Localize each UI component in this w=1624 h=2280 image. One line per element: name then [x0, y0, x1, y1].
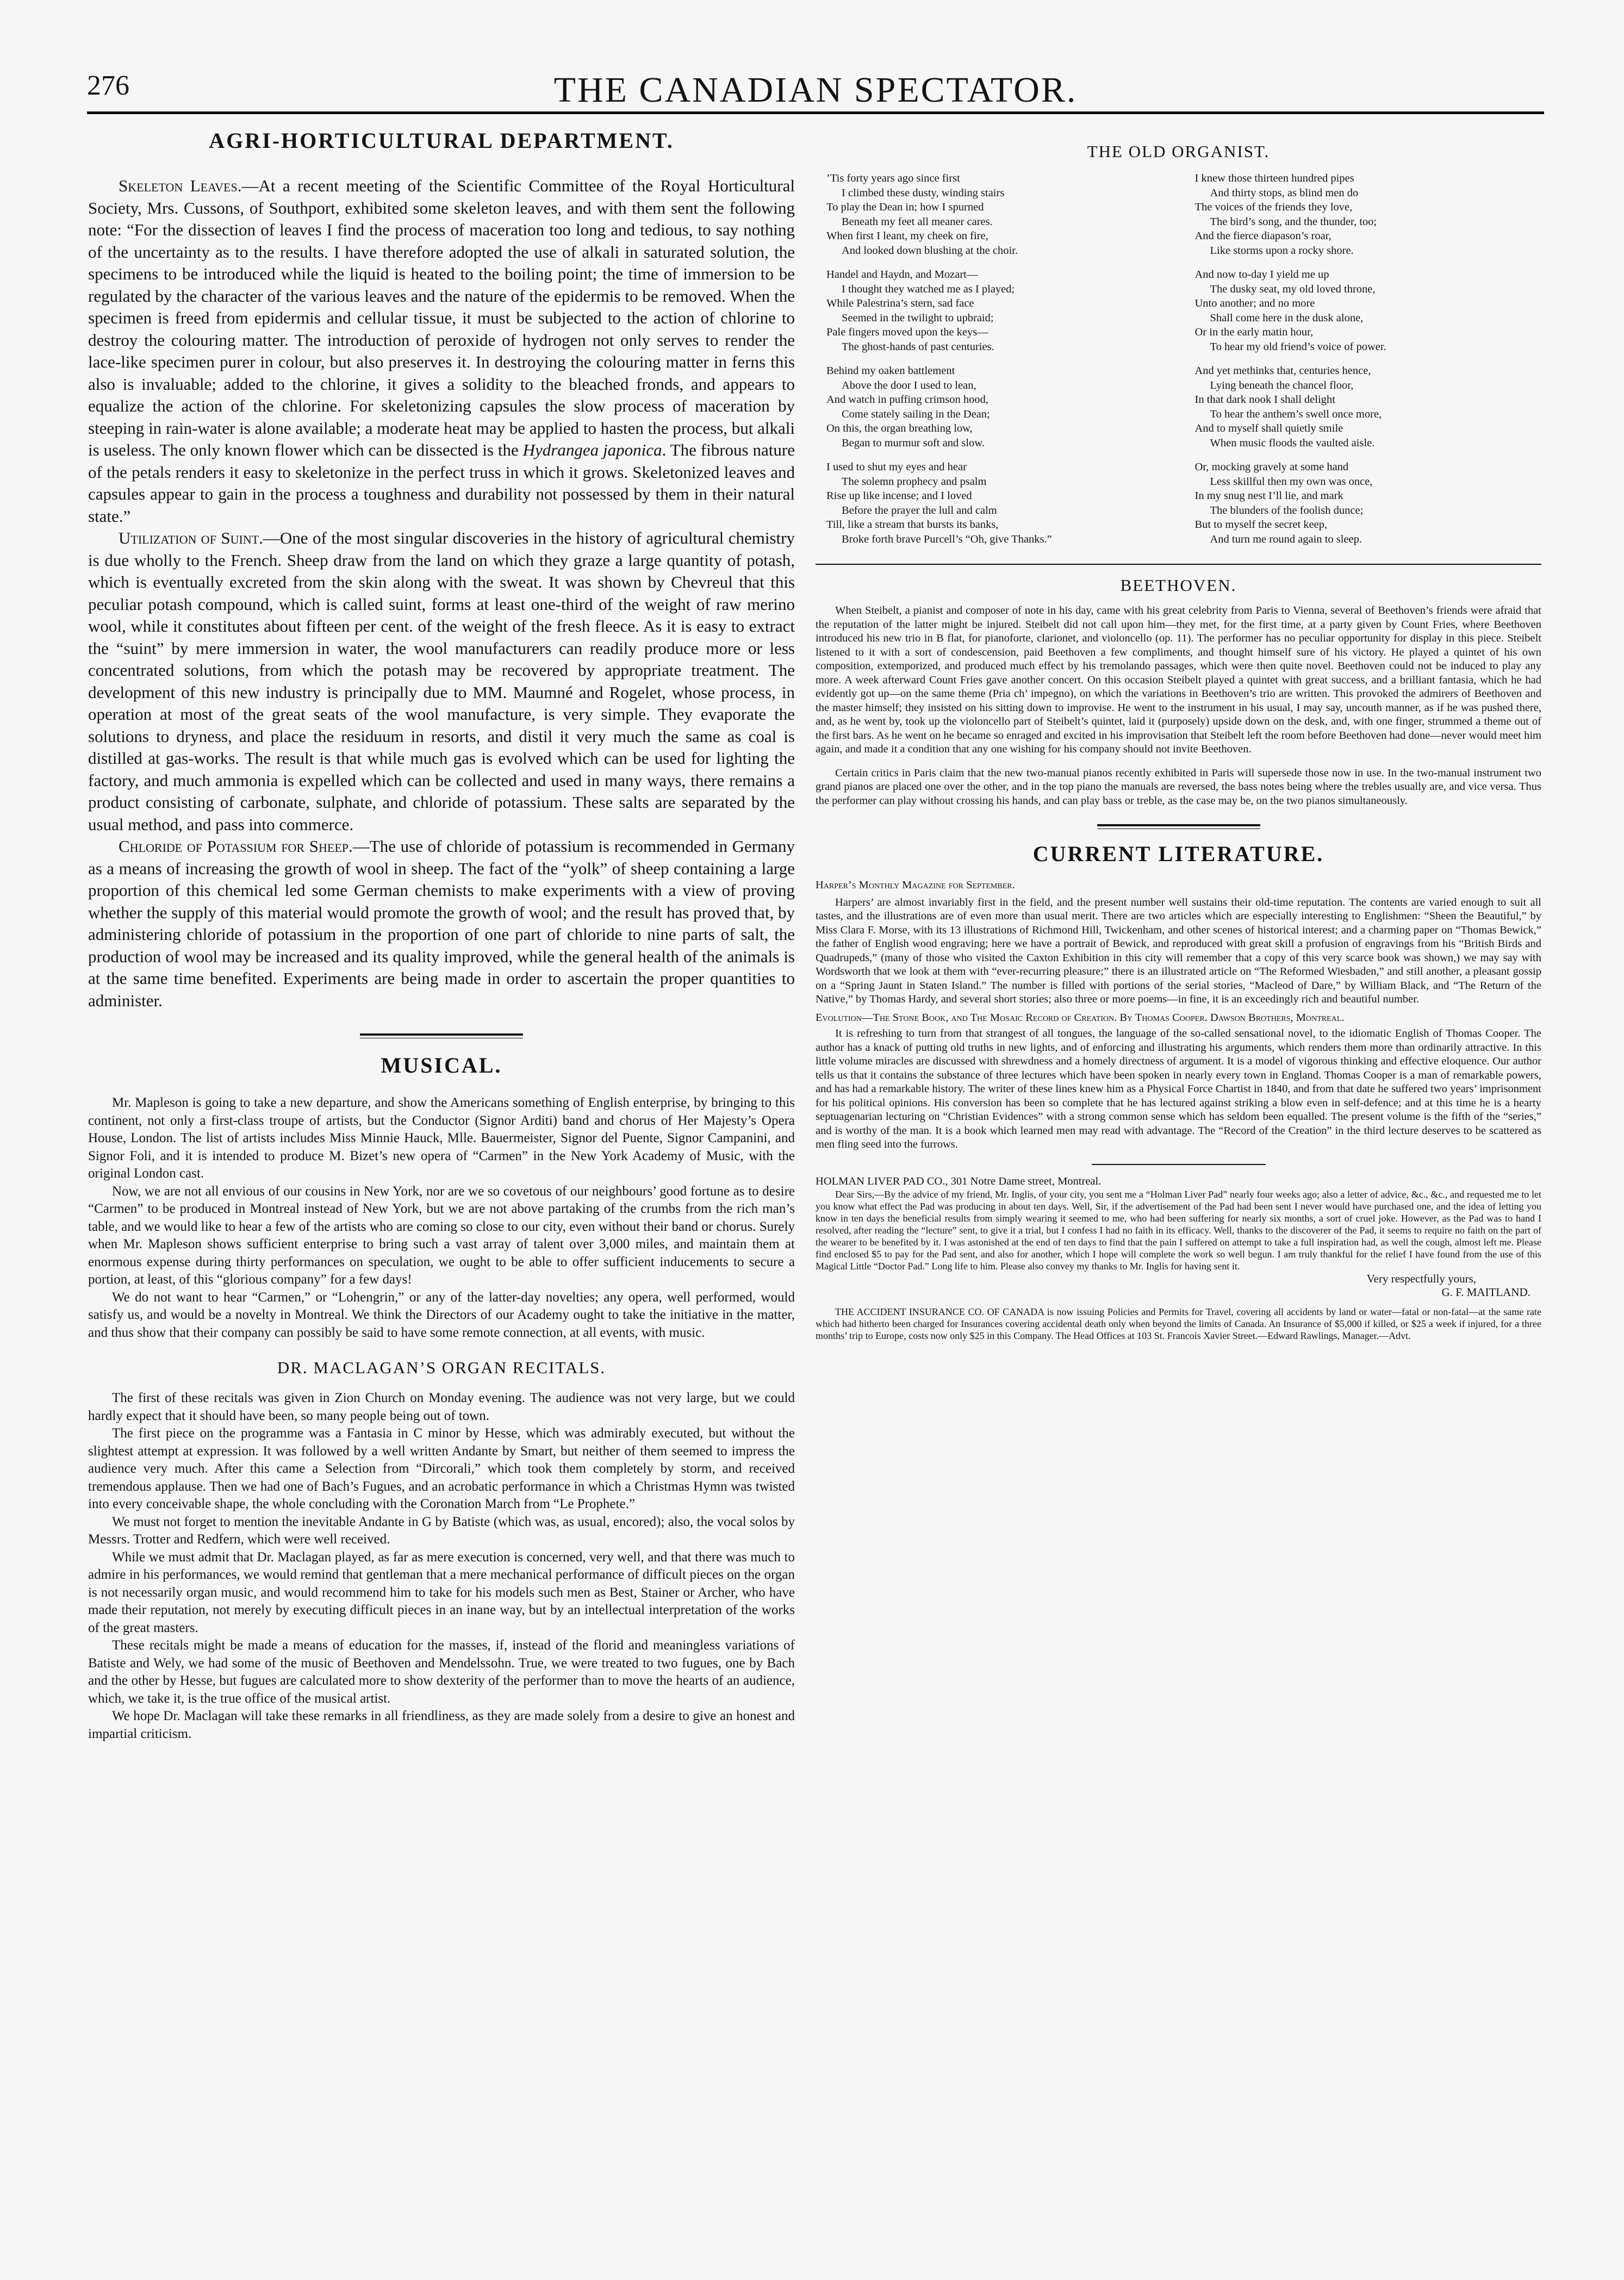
poem-line: The dusky seat, my old loved throne, [1210, 283, 1376, 295]
poem-stanza [1195, 267, 1531, 354]
recitals-heading: DR. MACLAGAN’S ORGAN RECITALS. [277, 1358, 606, 1377]
poem-line: Shall come here in the dusk alone, [1210, 312, 1364, 324]
page-number: 276 [87, 70, 129, 101]
poem-line: I knew those thirteen hundred pipes [1194, 172, 1354, 184]
masthead-rule [87, 111, 1544, 114]
beethoven-paragraph: When Steibelt, a pianist and composer of note in his day, came with his great celebrity from Paris to Vienna, several of Beethoven’s friends were afraid that the reputation of the latter might be injured. Steibelt did not call upon him—they met, for the first time, at a party given by Count Fries, where Beethoven introduced his new trio in B flat, for pianoforte, clarionet, and violoncello (op. 11). The performer has no peculiar opportunity for display in this piece. Steibelt listened to it with a sort of condescension, paid Beethoven a few compliments, and thought himself sure of his victory. He played a quintet of his own composition, extemporized, and produced much effect by his tremolando passages, which were then quite novel. Beethoven could not be induced to play any more. A week afterward Count Fries gave another concert. On this occasion Steibelt played a quintet with great success, and a brilliant fantasia, which he had evidently got up—on the same theme (Pria ch’ impegno), on which the variations in Beethoven’s trio are written. This provoked the admirers of Beethoven and the master himself; they insisted on his sitting down to improvise. He went to the instrument in his usual, I may say, uncouth manner, as if he was pushed there, and, as he went by, took up the violoncello part of Steibelt’s quintet, laid it (purposely) upside down on the desk, and, with one finger, strummed a theme out of the first bars. As he went on he became so enraged and excited in his improvisation that Steibelt left the room before Beethoven had done—never would meet him again, and made it a condition that any one wishing for his company should not invite Beethoven. [816, 605, 1541, 755]
suint-paragraph [88, 527, 795, 836]
poem-stanza [1195, 171, 1531, 258]
poem-line: And to myself shall quietly smile [1194, 422, 1343, 434]
accident-insurance-notice: THE ACCIDENT INSURANCE CO. OF CANADA is now issuing Policies and Permits for Travel, covering all accidents by land or water—fatal or non-fatal—at the same rate which had hitherto been charged for Insurances covering accidental death only when beyond the limits of Canada. An Insurance of $5,000 if killed, or $25 a week if injured, for a three months’ trip to Europe, costs now only $25 in this Company. The Head Offices at 103 St. Francois Xavier Street.—Edward Rawlings, Manager.—Advt. [816, 1306, 1541, 1341]
section-divider [360, 1033, 523, 1038]
poem-line: Seemed in the twilight to upbraid; [842, 312, 994, 324]
musical-paragraph-1: Mr. Mapleson is going to take a new departure, and show the Americans something of English enterprise, by bringing to this continent, not only a first-class troupe of artists, but the Conductor (Signor Arditi) band and chorus of Her Majesty’s Opera House, London. The list of artists includes Miss Minnie Hauck, Mlle. Bauermeister, Signor del Puente, Signor Campanini, and Signor Foli, and it is intended to produce M. Bizet’s new opera of “Carmen” in the New York Academy of Music, with the original London cast. [88, 1095, 795, 1181]
poem-line: When first I leant, my cheek on fire, [826, 230, 988, 242]
literature-heading: CURRENT LITERATURE. [1032, 842, 1324, 866]
right-column [816, 128, 1541, 1342]
holman-closing: Very respectfully yours, [1366, 1272, 1476, 1285]
suint-lead: Utilization of Suint. [119, 528, 263, 547]
poem-line: And now to-day I yield me up [1194, 269, 1329, 281]
evolution-title: Evolution—The Stone Book, and The Mosaic Record of Creation. By Thomas Cooper. Dawson Brothers, Montreal. [816, 1011, 1345, 1024]
poem-stanza [826, 460, 1162, 546]
poem-stanza [1195, 460, 1531, 546]
poem-line: Handel and Haydn, and Mozart— [826, 269, 978, 281]
poem-line: I used to shut my eyes and hear [826, 461, 967, 473]
recitals-paragraph-5: These recitals might be made a means of education for the masses, if, instead of the florid and meaningless variations of Batiste and Wely, we had some of the music of Beethoven and Mendelssohn. True, we were treated to two fugues, one by Bach and the other by Hesse, but fugues are calculated more to show dexterity of the performer than to move the hearts of an audience, which, we take it, is the true office of the musical artist. [88, 1638, 795, 1706]
skeleton-leaves-text-b: . The fibrous nature of the petals renders it easy to skeletonize in the perfect truss in which it grows. Skeletonized leaves and capsules appear to gain in the process a toughness and durability not possessed by them in their natural state.” [88, 440, 795, 526]
poem-right-column [1195, 171, 1531, 556]
poem-line: I thought they watched me as I played; [842, 283, 1015, 295]
poem-stanza [826, 171, 1162, 258]
musical-paragraph-3: We do not want to hear “Carmen,” or “Lohengrin,” or any of the latter-day novelties; any opera, well performed, would satisfy us, and would be a novelty in Montreal. We think the Directors of our Academy ought to take the initiative in the matter, and thus show that their company can possibly be said to have some remote connection, at all events, with music. [88, 1289, 795, 1340]
poem-line: And yet methinks that, centuries hence, [1194, 365, 1371, 377]
poem-line: Before the prayer the lull and calm [842, 504, 997, 516]
holman-signature: G. F. MAITLAND. [1441, 1286, 1530, 1299]
harpers-title: Harper’s Monthly Magazine for September. [816, 879, 1015, 891]
poem-line: And turn me round again to sleep. [1210, 533, 1362, 545]
poem-body [816, 171, 1541, 556]
poem-line: The solemn prophecy and psalm [842, 475, 987, 488]
recitals-paragraph-4: While we must admit that Dr. Maclagan played, as far as mere execution is concerned, very well, and that there was much to admire in his performances, we would remind that gentleman that a mere mechanical performance of difficult pieces on the organ is not necessarily organ music, and would recommend him to take for his models such men as Best, Stainer or Archer, who have made their reputation, not merely by executing difficult pieces in an inane way, but by an intellectual interpretation of the works of the great masters. [88, 1549, 795, 1635]
left-column [88, 128, 795, 1743]
recitals-paragraph-3: We must not forget to mention the inevitable Andante in G by Batiste (which was, as usual, encored); also, the vocal solos by Messrs. Trotter and Redfern, which were well received. [88, 1514, 795, 1547]
paper-title: THE CANADIAN SPECTATOR. [553, 70, 1078, 110]
poem-line: The bird’s song, and the thunder, too; [1210, 215, 1377, 228]
poem-rule [816, 564, 1541, 565]
poem-stanza [826, 364, 1162, 450]
poem-line: Unto another; and no more [1194, 297, 1315, 309]
poem-line: The voices of the friends they love, [1194, 201, 1353, 213]
poem-line: Rise up like incense; and I loved [826, 490, 972, 502]
pianos-paragraph: Certain critics in Paris claim that the new two-manual pianos recently exhibited in Paris will supersede those now in use. In the two-manual instrument two grand pianos are placed one over the other, and in the top piano the manuals are reversed, the bass notes being where the trebles usually are, and vice versa. Thus the performer can play without crossing his hands, and can play bass or treble, as the case may be, on the two pianos simultaneously. [816, 767, 1541, 807]
poem-line: I climbed these dusty, winding stairs [842, 186, 1005, 199]
poem-line: The ghost-hands of past centuries. [842, 340, 994, 353]
poem-line: To hear my old friend’s voice of power. [1210, 340, 1386, 353]
poem-line: And looked down blushing at the choir. [842, 244, 1018, 257]
poem-title: THE OLD ORGANIST. [1087, 142, 1270, 161]
poem-line: ’Tis forty years ago since first [826, 172, 960, 184]
poem-stanza [1195, 364, 1531, 450]
agri-heading: AGRI-HORTICULTURAL DEPARTMENT. [209, 128, 674, 153]
skeleton-leaves-lead: Skeleton Leaves. [119, 176, 242, 195]
chloride-paragraph [88, 836, 795, 1012]
literature-divider [1097, 824, 1260, 829]
chloride-lead: Chloride of Potassium for Sheep. [119, 837, 353, 856]
poem-line: Lying beneath the chancel floor, [1210, 379, 1354, 391]
poem-line: And thirty stops, as blind men do [1210, 186, 1359, 199]
poem-line: Like storms upon a rocky shore. [1210, 244, 1354, 257]
poem-left-column [826, 171, 1162, 556]
poem-line: Or in the early matin hour, [1194, 326, 1314, 338]
poem-line: Behind my oaken battlement [826, 365, 955, 377]
poem-line: In that dark nook I shall delight [1194, 394, 1335, 406]
chloride-text: —The use of chloride of potassium is recommended in Germany as a means of increasing the growth of wool in sheep. The fact of the “yolk” of sheep containing a large proportion of this chemical led some German chemists to make experiments with a view of proving whether the supply of this material would promote the growth of wool; and the result has proved that, by administering chloride of potassium in the proportion of one part of chloride to nine parts of salt, the production of wool may be increased and its quality improved, while the general health of the animals is at the same time benefited. Experiments are being made in order to ascertain the proper quantities to administer. [88, 837, 795, 1010]
suint-text: —One of the most singular discoveries in the history of agricultural chemistry is due wholly to the French. Sheep draw from the land on which they graze a large quantity of potash, which is eventually excreted from the skin along with the sweat. It was shown by Chevreul that this peculiar potash compound, which is called suint, forms at least one-third of the weight of raw merino wool, while it constitutes about fifteen per cent. of the weight of the fresh fleece. As it is easy to extract the “suint” by mere immersion in water, the wool manufacturers can readily produce more or less concentrated solutions, from which the potash may be recovered by appropriate treatment. The development of this new industry is principally due to MM. Maumné and Rogelet, whose process, in operation at most of the great seats of the wool manufacture, is very simple. They evaporate the solutions to dryness, and place the residuum in resorts, and distil it very much the same as coal is distilled at gas-works. The result is that while much gas is evolved which can be used for lighting the factory, and much ammonia is expelled which can be collected and used in many ways, there remains a product consisting of carbonate, sulphate, and chloride of potassium. These salts are separated by the usual method, and pass into commerce. [88, 528, 795, 834]
poem-line: And watch in puffing crimson hood, [826, 394, 988, 406]
poem-line: The blunders of the foolish dunce; [1210, 504, 1364, 516]
spacer [816, 757, 1541, 767]
evolution-review: It is refreshing to turn from that strangest of all tongues, the language of the so-called sensational novel, to the idiomatic English of Thomas Cooper. The author has a knack of putting old truths in new lights, and of enforcing and illustrating his arguments, which renders them more than ordinarily attractive. In this little volume miracles are discussed with shrewdness and a homely directness of argument. It is a model of vigorous thinking and effective eloquence. Our author tells us that it contains the substance of three lectures which have been spoken in nearly every town in England. Thomas Cooper is a man of remarkable powers, and has had a remarkable history. The writer of these lines knew him as a Physical Force Chartist in 1840, and from that date he suffered two years’ imprisonment for his political opinions. His conversion has been so complete that he has lectured against striking a blow even in self-defence; and at this time he is a hearty septuagenarian lecturing on “Christian Evidences” with a strong common sense which has seldom been equalled. The present volume is the fifth of the “series,” and is worthy of the man. It is a book which learned men may read with advantage. The “Record of the Creation” in the third lecture deserves to be scattered as men fling seed into the furrows. [816, 1027, 1541, 1150]
hydrangea-name: Hydrangea japonica [522, 440, 662, 459]
poem-line: But to myself the secret keep, [1194, 519, 1328, 531]
poem-stanza [826, 267, 1162, 354]
poem-line: On this, the organ breathing low, [826, 422, 973, 434]
poem-line: While Palestrina’s stern, sad face [826, 297, 974, 309]
skeleton-leaves-paragraph [88, 175, 795, 527]
holman-letter: Dear Sirs,—By the advice of my friend, Mr. Inglis, of your city, you sent me a “Holman Liver Pad” nearly four weeks ago; also a letter of advice, &c., &c., and requested me to let you know what effect the Pad was producing in about ten days. Well, Sir, if the advertisement of the Pad had been sent I never would have purchased one, and the idea of letting you know in ten days the beneficial results from simply wearing it seemed to me, who had been suffering for nearly six months, a sort of cruel joke. However, as the Pad was to hand I resolved, after reading the “lecture” sent, to give it a trial, but I confess I had no faith in its efficacy. Well, thanks to the discoverer of the Pad, it seems to require no faith on the part of the wearer to be benefited by it. I was astonished at the end of ten days to find that the pain I suffered on attempt to take a full inspiration had, as well the cough, almost left me. Please find enclosed $5 to pay for the Pad sent, and also for another, which I hope will complete the work so well begun. I am truly thankful for the relief I have found from the use of this Magical Little “Doctor Pad.” Long life to him. Please also convey my thanks to Mr. Inglis for having sent it. [816, 1189, 1541, 1272]
poem-line: Till, like a stream that bursts its banks, [826, 519, 999, 531]
musical-heading: MUSICAL. [381, 1053, 502, 1077]
poem-line: And the fierce diapason’s roar, [1194, 230, 1331, 242]
poem-line: Pale fingers moved upon the keys— [826, 326, 988, 338]
poem-line: In my snug nest I’ll lie, and mark [1194, 490, 1343, 502]
poem-line: Began to murmur soft and slow. [842, 437, 985, 449]
poem-line: Or, mocking gravely at some hand [1194, 461, 1349, 473]
beethoven-heading: BEETHOVEN. [1120, 576, 1237, 595]
poem-line: To hear the anthem’s swell once more, [1210, 408, 1382, 420]
poem-line: Above the door I used to lean, [842, 379, 976, 391]
recitals-paragraph-1: The first of these recitals was given in Zion Church on Monday evening. The audience was not very large, but we could hardly expect that it should have been, so many people being out of town. [88, 1391, 795, 1423]
harpers-review: Harpers’ are almost invariably first in the field, and the present number well sustains their old-time reputation. The contents are varied enough to suit all tastes, and the illustrations are of even more than usual merit. There are two articles which are especially interesting to Englishmen: “Sheen the Beautiful,” by Miss Clara F. Morse, with its 13 illustrations of Richmond Hill, Twickenham, and other scenes of historical interest; and a charming paper on “Thomas Bewick,” the father of English wood engraving; here we have a portrait of Bewick, and reproduced with great skill a profusion of engravings from his “British Birds and Quadrupeds,” (many of those who visited the Caxton Exhibition in this city will remember that a copy of this very scarce book was shown,) we may say with Wordsworth that we look at them with “ever-recurring pleasure;” there is an illustrated article on “The Reformed Wiesbaden,” and still another, a pleasant gossip on a “Spring Jaunt in Staten Island.” The number is filled with portions of the serial stories, “Macleod of Dare,” by William Black, and “The Return of the Native,” by Thomas Hardy, and several short stories; also three or more poems—in fine, it is an exceedingly rich and beautiful number. [816, 896, 1541, 1005]
ads-divider [1092, 1164, 1266, 1165]
poem-line: To play the Dean in; how I spurned [826, 201, 984, 213]
masthead [87, 70, 1544, 113]
poem-line: Less skillful then my own was once, [1210, 475, 1373, 488]
skeleton-leaves-text-a: —At a recent meeting of the Scientific Committee of the Royal Horticultural Society, Mrs. Cussons, of Southport, exhibited some skeleton leaves, and with them sent the following note: “For the dissection of leaves I find the process of maceration too long and tedious, to say nothing of the uncertainty as to the results. I have therefore adopted the use of alkali in saturated solution, the specimens to be introduced while the liquid is heated to the boiling point; the time of immersion to be regulated by the character of the various leaves and the nature of the epidermis to be removed. When the specimen is freed from epidermis and cellular tissue, it must be subjected to the action of chlorine to destroy the colouring matter. The introduction of peroxide of hydrogen not only serves to render the lace-like specimen purer in colour, but also preserves it. In destroying the colouring matter in ferns this also is invaluable; added to the chlorine, it gives a solidity to the bleached fronds, and appears to equalize the action of the chlorine. For skeletonizing capsules the slow process of maceration by steeping in rain-water is alone available; a moderate heat may be applied to hasten the process, but alkali is useless. The only known flower which can be dissected is the [88, 176, 795, 459]
poem-line: Broke forth brave Purcell’s “Oh, give Thanks.” [842, 533, 1052, 545]
holman-title: HOLMAN LIVER PAD CO., 301 Notre Dame street, Montreal. [816, 1175, 1102, 1187]
musical-paragraph-2: Now, we are not all envious of our cousins in New York, nor are we so covetous of our neighbours’ good fortune as to desire “Carmen” to be produced in Montreal instead of New York, but we are not above partaking of the crumbs from the rich man’s table, and we would like to hear a few of the artists who are coming so close to our city, even without their band or chorus. Surely when Mr. Mapleson shows sufficient enterprise to bring such a vast array of talent over 3,000 miles, and maintain them at enormous expense during thirty performances on speculation, we ought to be able to offer sufficient inducements to secure a portion, at least, of this “glorious company” for a few days! [88, 1183, 795, 1287]
recitals-paragraph-6: We hope Dr. Maclagan will take these remarks in all friendliness, as they are made solely from a desire to give an honest and impartial criticism. [88, 1709, 795, 1741]
poem-line: Come stately sailing in the Dean; [842, 408, 990, 420]
recitals-paragraph-2: The first piece on the programme was a Fantasia in C minor by Hesse, which was admirably executed, but without the slightest attempt at expression. It was followed by a well written Andante by Smart, but neither of them seemed to impress the audience very much. After this came a Selection from “Dircorali,” which took them completely by storm, and received tremendous applause. Then we had one of Bach’s Fugues, and an acrobatic performance in which a Christmas Hymn was twisted into every conceivable shape, the whole concluding with the Coronation March from “Le Prophete.” [88, 1426, 795, 1511]
poem-line: When music floods the vaulted aisle. [1210, 437, 1375, 449]
poem-line: Beneath my feet all meaner cares. [842, 215, 993, 228]
